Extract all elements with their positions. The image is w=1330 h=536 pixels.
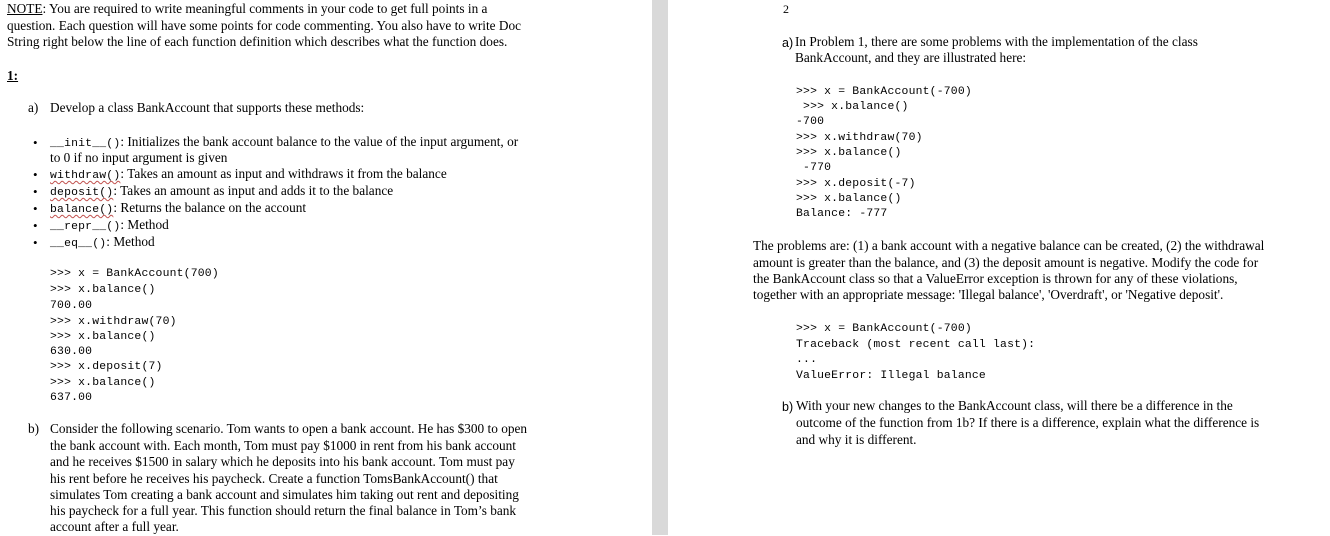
problem-2-label: 2 <box>783 2 789 16</box>
code-line: >>> x.deposit(-7) <box>796 178 916 190</box>
method-item-init-cont: to 0 if no input argument is given <box>50 150 228 165</box>
part-b-line: the bank account with. Each month, Tom must pay $1000 in rent from his bank account <box>50 438 516 453</box>
method-desc-balance: : Returns the balance on the account <box>113 200 307 215</box>
part-b-line: his paycheck for a full year. This function should return the final balance in Tom’s bank <box>50 503 517 518</box>
code-line: >>> x.balance() <box>796 193 902 205</box>
method-name-repr: __repr__() <box>50 221 121 233</box>
bullet-icon: • <box>33 218 38 233</box>
bullet-icon: • <box>33 184 38 199</box>
code-line: ValueError: Illegal balance <box>796 370 986 382</box>
part-b-line: and why it is different. <box>796 432 917 447</box>
note-line-1 <box>7 1 487 18</box>
note-text-1: : You are required to write meaningful comments in your code to get full points in a <box>42 1 488 16</box>
code-line: >>> x.balance() <box>796 147 902 159</box>
part-b-line: outcome of the function from 1b? If there is a difference, explain what the difference is <box>796 415 1260 430</box>
method-name-eq: __eq__() <box>50 238 107 250</box>
method-item-balance <box>50 200 306 218</box>
part-b-line: Consider the following scenario. Tom wants to open a bank account. He has $300 to open <box>50 421 528 436</box>
method-name-balance: balance() <box>50 204 114 216</box>
code-line: >>> x = BankAccount(700) <box>50 268 219 280</box>
code-line: >>> x.balance() <box>50 284 156 296</box>
method-desc-repr: : Method <box>120 217 169 232</box>
part-a-marker: a) <box>782 36 794 50</box>
part-b-line: With your new changes to the BankAccount class, will there be a difference in the <box>796 398 1233 413</box>
method-name-deposit: deposit() <box>50 187 114 199</box>
code-line: ... <box>796 354 818 366</box>
code-line: Traceback (most recent call last): <box>796 339 1036 351</box>
note-line-3: String right below the line of each function definition which describes what the function does. <box>7 34 508 49</box>
note-line-2: question. Each question will have some points for code commenting. You also have to write Doc <box>7 18 522 33</box>
bullet-icon: • <box>33 235 38 250</box>
problems-line: the BankAccount class so that a ValueError exception is thrown for any of these violations, <box>753 271 1238 286</box>
method-desc-init: : Initializes the bank account balance to the value of the input argument, or <box>120 134 519 149</box>
part-a-intro: Develop a class BankAccount that supports these methods: <box>50 100 365 115</box>
right-document-page <box>668 0 1330 535</box>
method-desc-eq: : Method <box>106 234 155 249</box>
part-b-line: and he receives $1500 in salary which he deposits into his bank account. Tom must pay <box>50 454 515 469</box>
part-a-line: In Problem 1, there are some problems with the implementation of the class <box>795 34 1198 49</box>
code-line: >>> x.withdraw(70) <box>50 316 177 328</box>
code-line: >>> x.deposit(7) <box>50 361 163 373</box>
method-item-eq <box>50 234 155 252</box>
part-b-line: his rent before he receives his paycheck. Create a function TomsBankAccount() that <box>50 471 498 486</box>
part-b-marker: b) <box>28 421 40 436</box>
method-item-withdraw <box>50 166 447 184</box>
method-desc-deposit: : Takes an amount as input and adds it to the balance <box>113 183 394 198</box>
part-a-line: BankAccount, and they are illustrated here: <box>795 50 1027 65</box>
problem-1-label: 1: <box>7 68 19 83</box>
method-item-deposit <box>50 183 393 201</box>
problems-line: amount is greater than the balance, and (3) the deposit amount is negative. Modify the code for <box>753 255 1259 270</box>
method-item-repr <box>50 217 169 235</box>
code-line: Balance: -777 <box>796 208 888 220</box>
code-line: -770 <box>796 162 832 174</box>
code-line: -700 <box>796 116 825 128</box>
code-line: >>> x.balance() <box>796 101 909 113</box>
code-line: >>> x.withdraw(70) <box>796 132 923 144</box>
code-line: 700.00 <box>50 300 93 312</box>
code-line: >>> x.balance() <box>50 377 156 389</box>
code-line: 630.00 <box>50 346 93 358</box>
code-line: >>> x.balance() <box>50 331 156 343</box>
method-desc-withdraw: : Takes an amount as input and withdraws it from the balance <box>120 166 447 181</box>
note-label: NOTE <box>7 1 43 16</box>
part-b-line: simulates Tom creating a bank account and simulates him taking out rent and depositing <box>50 487 519 502</box>
method-name-init: __init__() <box>50 138 121 150</box>
page-gutter <box>652 0 668 535</box>
bullet-icon: • <box>33 201 38 216</box>
part-b-marker: b) <box>782 400 794 414</box>
part-b-line: account after a full year. <box>50 519 179 534</box>
problems-line: together with an appropriate message: 'Illegal balance', 'Overdraft', or 'Negative deposit'. <box>753 287 1224 302</box>
left-document-page <box>0 0 652 535</box>
code-line: >>> x = BankAccount(-700) <box>796 86 972 98</box>
code-line: 637.00 <box>50 392 93 404</box>
bullet-icon: • <box>33 135 38 150</box>
bullet-icon: • <box>33 167 38 182</box>
problems-line: The problems are: (1) a bank account with a negative balance can be created, (2) the withdrawal <box>753 238 1265 253</box>
part-a-marker: a) <box>28 100 39 115</box>
method-name-withdraw: withdraw() <box>50 170 121 182</box>
code-line: >>> x = BankAccount(-700) <box>796 323 972 335</box>
